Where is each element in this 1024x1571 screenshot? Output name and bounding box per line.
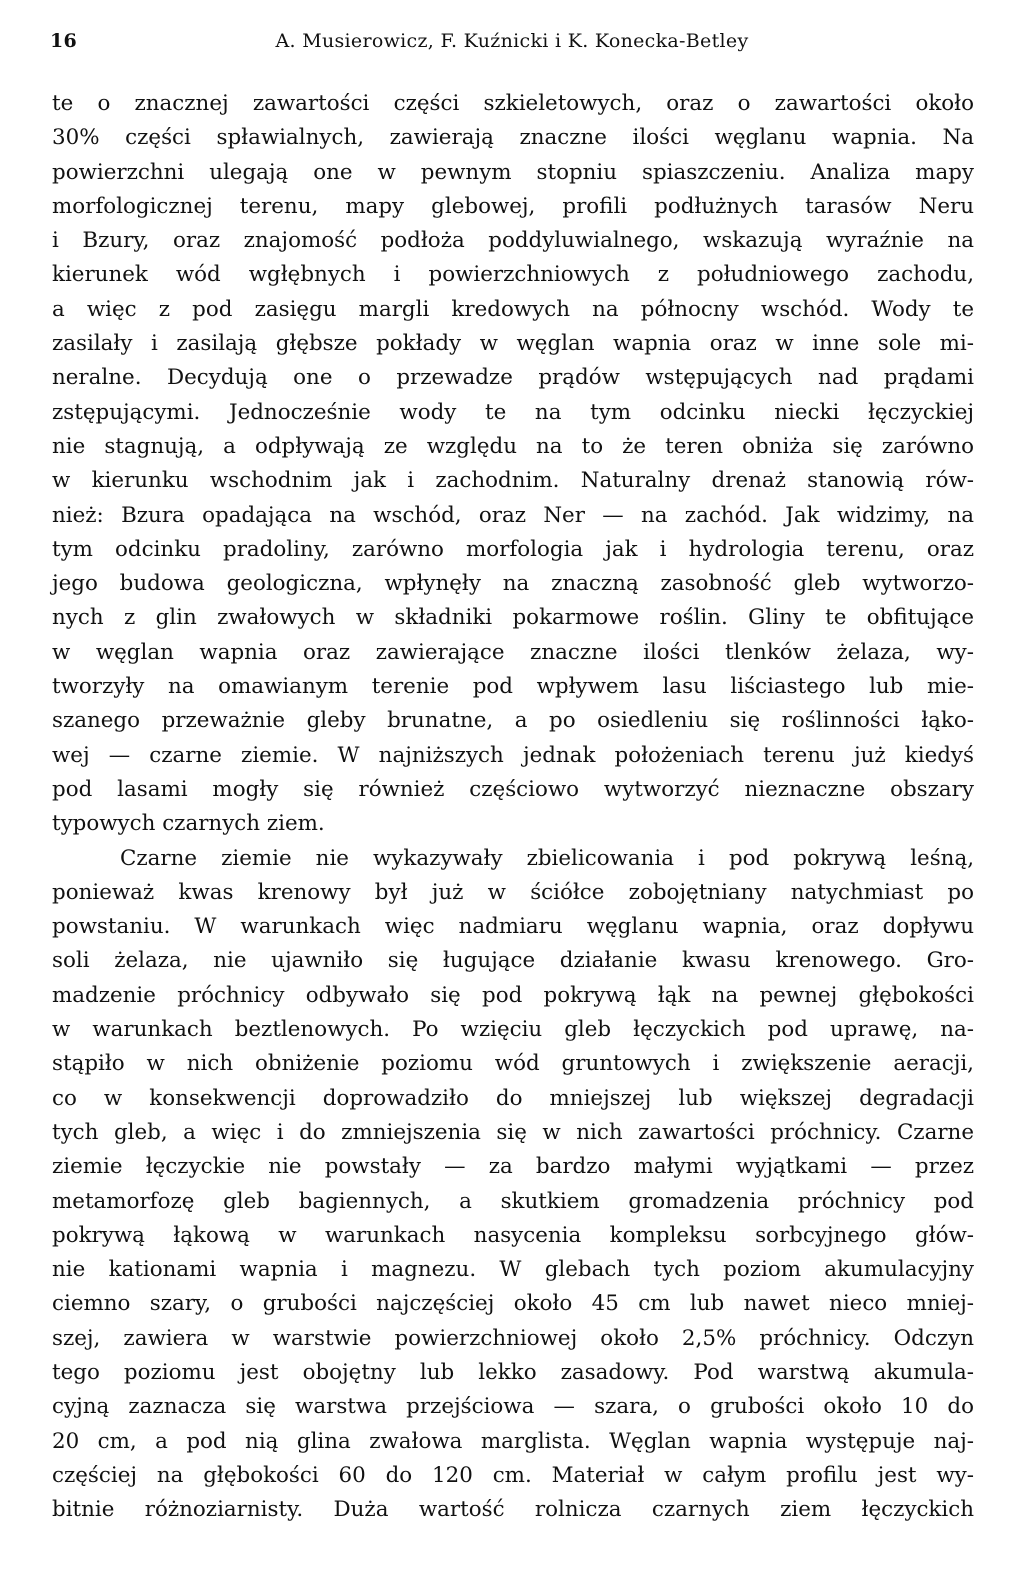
running-head: A. Musierowicz, F. Kuźnicki i K. Konecka-Betley [275, 30, 749, 52]
paragraph [52, 842, 974, 1528]
text-line: pokrywą łąkową w warunkach nasycenia kompleksu sorbcyjnego głów- [52, 1222, 974, 1248]
text-line: nie kationami wapnia i magnezu. W glebach tych poziom akumulacyjny [52, 1257, 974, 1283]
text-line: w kierunku wschodnim jak i zachodnim. Naturalny drenaż stanowią rów- [52, 468, 974, 494]
text-line: 20 cm, a pod nią glina zwałowa marglista. Węglan wapnia występuje naj- [52, 1428, 974, 1454]
text-line: soli żelaza, nie ujawniło się ługujące działanie kwasu krenowego. Gro- [52, 948, 974, 974]
text-line: Czarne ziemie nie wykazywały zbielicowania i pod pokrywą leśną, [120, 845, 974, 871]
text-line: tym odcinku pradoliny, zarówno morfologia jak i hydrologia terenu, oraz [52, 536, 974, 562]
page-number: 16 [50, 30, 78, 52]
text-line: cyjną zaznacza się warstwa przejściowa — szara, o grubości około 10 do [52, 1394, 974, 1420]
text-line: tworzyły na omawianym terenie pod wpływem lasu liściastego lub mie- [52, 674, 974, 700]
text-line: typowych czarnych ziem. [52, 811, 325, 837]
text-line: zstępującymi. Jednocześnie wody te na tym odcinku niecki łęczyckiej [52, 399, 974, 425]
text-line: jego budowa geologiczna, wpłynęły na znaczną zasobność gleb wytworzo- [52, 571, 974, 597]
text-line: stąpiło w nich obniżenie poziomu wód gruntowych i zwiększenie aeracji, [52, 1051, 974, 1077]
text-line: tego poziomu jest obojętny lub lekko zasadowy. Pod warstwą akumula- [52, 1359, 974, 1385]
text-line: ponieważ kwas krenowy był już w ściółce zobojętniany natychmiast po [52, 879, 974, 905]
text-line: powstaniu. W warunkach więc nadmiaru węglanu wapnia, oraz dopływu [52, 914, 974, 940]
text-line: w warunkach beztlenowych. Po wzięciu gleb łęczyckich pod uprawę, na- [52, 1017, 974, 1043]
text-line: co w konsekwencji doprowadziło do mniejszej lub większej degradacji [52, 1085, 974, 1111]
text-line: wej — czarne ziemie. W najniższych jednak położeniach terenu już kiedyś [52, 742, 974, 768]
text-line: zasilały i zasilają głębsze pokłady w węglan wapnia oraz w inne sole mi- [52, 331, 974, 357]
paragraph [52, 87, 974, 842]
text-line: w węglan wapnia oraz zawierające znaczne ilości tlenków żelaza, wy- [52, 639, 974, 665]
page-header [52, 30, 974, 64]
text-line: te o znacznej zawartości części szkieletowych, oraz o zawartości około [52, 91, 974, 116]
text-line: częściej na głębokości 60 do 120 cm. Materiał w całym profilu jest wy- [52, 1462, 974, 1488]
text-line: szanego przeważnie gleby brunatne, a po osiedleniu się roślinności łąko- [52, 708, 974, 734]
text-line: nież: Bzura opadająca na wschód, oraz Ner — na zachód. Jak widzimy, na [52, 502, 974, 528]
text-line: morfologicznej terenu, mapy glebowej, profili podłużnych tarasów Neru [52, 193, 974, 219]
text-line: metamorfozę gleb bagiennych, a skutkiem gromadzenia próchnicy pod [52, 1188, 974, 1214]
text-line: nych z glin zwałowych w składniki pokarmowe roślin. Gliny te obfitujące [52, 605, 974, 631]
text-line: madzenie próchnicy odbywało się pod pokrywą łąk na pewnej głębokości [52, 982, 974, 1008]
text-line: tych gleb, a więc i do zmniejszenia się w nich zawartości próchnicy. Czarne [52, 1119, 974, 1145]
text-line: szej, zawiera w warstwie powierzchniowej około 2,5% próchnicy. Odczyn [52, 1325, 974, 1351]
text-line: powierzchni ulegają one w pewnym stopniu spiaszczeniu. Analiza mapy [52, 159, 974, 185]
text-line: i Bzury, oraz znajomość podłoża poddyluwialnego, wskazują wyraźnie na [52, 228, 974, 254]
text-line: pod lasami mogły się również częściowo wytworzyć nieznaczne obszary [52, 776, 974, 802]
text-line: a więc z pod zasięgu margli kredowych na północny wschód. Wody te [52, 296, 974, 322]
text-line: ziemie łęczyckie nie powstały — za bardzo małymi wyjątkami — przez [52, 1154, 974, 1180]
text-line: nie stagnują, a odpływają ze względu na to że teren obniża się zarówno [52, 433, 974, 459]
text-line: bitnie różnoziarnisty. Duża wartość rolnicza czarnych ziem łęczyckich [52, 1497, 974, 1523]
book-page [52, 30, 974, 1527]
text-line: ciemno szary, o grubości najczęściej około 45 cm lub nawet nieco mniej- [52, 1291, 974, 1317]
text-line: 30% części spławialnych, zawierają znaczne ilości węglanu wapnia. Na [52, 125, 974, 151]
text-line: neralne. Decydują one o przewadze prądów wstępujących nad prądami [52, 365, 974, 391]
body-text [52, 87, 974, 1527]
text-line: kierunek wód wgłębnych i powierzchniowych z południowego zachodu, [52, 262, 974, 288]
